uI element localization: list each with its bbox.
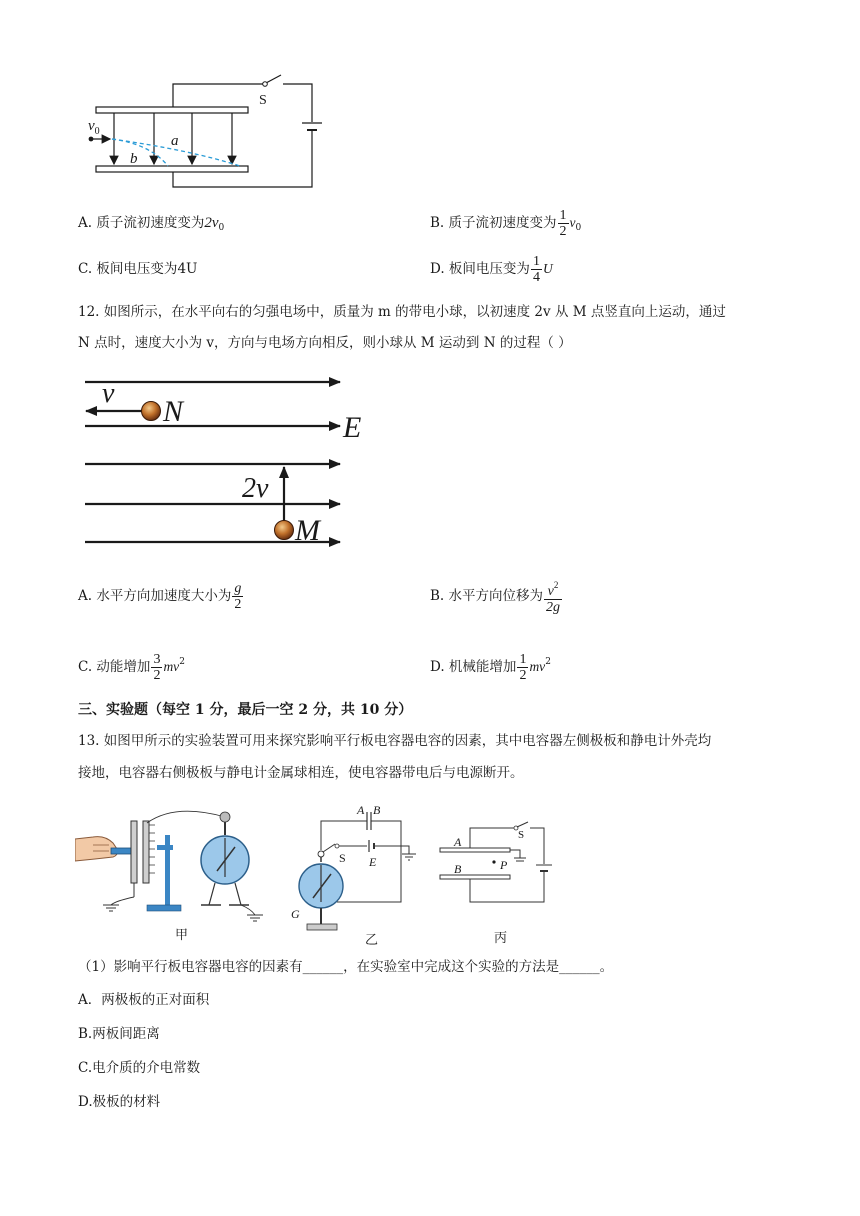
- figure-q13-bing: [436, 818, 561, 948]
- q11-option-a-text: A. 质子流初速度变为: [78, 215, 205, 231]
- fig12-label-n: N: [163, 395, 184, 428]
- q12-option-c-num: 3: [153, 652, 161, 667]
- fig13-label-bing: 丙: [494, 930, 508, 945]
- q11-option-d-den: 4: [532, 270, 540, 285]
- q12-option-b-num-sup: 2: [553, 580, 559, 590]
- fig11-label-v0: $v_0$: [88, 118, 100, 137]
- fig13-bing-label-p: P: [500, 858, 508, 872]
- q11-option-b-den: 2: [559, 224, 567, 239]
- q12-option-b-den: 2g: [546, 600, 561, 615]
- q13-sub1: （1）影响平行板电容器电容的因素有______，在实验室中完成这个实验的方法是______。: [78, 959, 614, 975]
- q11-option-c-text: C. 板间电压变为: [78, 261, 178, 277]
- q11-option-d: [430, 252, 553, 286]
- q11-option-b: [430, 206, 581, 245]
- fig12-label-m: M: [295, 514, 320, 547]
- q12-option-b-num: v: [547, 584, 554, 599]
- fig13-bing-label-s: S: [518, 829, 525, 841]
- q12-option-a-den: 2: [234, 597, 242, 612]
- fig13-yi-label-a: A: [357, 803, 365, 817]
- q11-option-d-num: 1: [532, 254, 540, 269]
- q11-option-b-sub: 0: [575, 223, 582, 233]
- q12-option-c-sup: 2: [179, 657, 185, 667]
- q11-option-d-text: D. 板间电压变为: [430, 261, 530, 277]
- fig13-label-yi: 乙: [365, 932, 379, 947]
- ball-n: [142, 402, 161, 421]
- q12-option-c: [78, 644, 185, 685]
- q12-option-a-text: A. 水平方向加速度大小为: [78, 588, 232, 604]
- q12-option-d-var: mv: [529, 659, 546, 674]
- q11-option-b-text: B. 质子流初速度变为: [430, 215, 557, 231]
- q12-option-c-var: mv: [163, 659, 180, 674]
- fig12-label-2v: 2v: [242, 473, 269, 504]
- fig13-bing-label-a: A: [454, 835, 462, 849]
- q13-option-a: A．两极板的正对面积: [78, 992, 210, 1008]
- q12-option-c-text: C. 动能增加: [78, 659, 151, 675]
- q11-option-a: [78, 213, 224, 238]
- q13-option-c: C.电介质的介电常数: [78, 1060, 201, 1076]
- section-3-title: 三、实验题（每空 1 分，最后一空 2 分，共 10 分）: [78, 702, 413, 718]
- fig13-bing-label-b: B: [454, 862, 462, 876]
- q11-option-c: [78, 259, 197, 279]
- q12-stem-line2: N 点时，速度大小为 v，方向与电场方向相反，则小球从 M 运动到 N 的过程（ ）: [78, 335, 572, 351]
- q11-option-b-var: v: [569, 215, 576, 230]
- fig11-label-a: a: [171, 133, 179, 149]
- q12-option-c-den: 2: [153, 668, 161, 683]
- q12-option-b: [430, 578, 563, 615]
- ball-m: [275, 521, 294, 540]
- q12-option-d-num: 1: [519, 652, 527, 667]
- q13-stem-line2: 接地，电容器右侧极板与静电计金属球相连，使电容器带电后与电源断开。: [78, 765, 524, 781]
- q11-option-c-value: 4U: [177, 261, 198, 277]
- fig11-label-s: S: [259, 93, 267, 108]
- q12-option-b-text: B. 水平方向位移为: [430, 588, 544, 604]
- figure-q13-jia: [75, 805, 285, 945]
- q11-option-b-num: 1: [559, 208, 567, 223]
- q12-stem-line1: 12. 如图所示，在水平向右的匀强电场中，质量为 m 的带电小球，以初速度 2v 从 M 点竖直向上运动，通过: [78, 304, 726, 320]
- q12-option-a: [78, 578, 244, 614]
- q12-option-d-text: D. 机械能增加: [430, 659, 517, 675]
- q12-option-a-num: g: [234, 581, 242, 596]
- fig13-label-jia: 甲: [175, 927, 189, 942]
- q13-option-b: B.两板间距离: [78, 1026, 160, 1042]
- q12-option-d-den: 2: [519, 668, 527, 683]
- fig12-label-e: E: [343, 411, 362, 444]
- q11-option-a-sub: 0: [218, 223, 225, 233]
- q11-option-d-var: U: [542, 261, 553, 276]
- fig13-yi-label-g: G: [291, 907, 300, 921]
- q12-option-d: [430, 644, 551, 685]
- q12-option-d-sup: 2: [545, 657, 551, 667]
- q13-stem-line1: 13. 如图甲所示的实验装置可用来探究影响平行板电容器电容的因素，其中电容器左侧极板和静电计外壳均: [78, 733, 712, 749]
- q13-option-d: D.极板的材料: [78, 1094, 161, 1110]
- q11-option-a-value: 2v: [204, 215, 219, 231]
- fig13-yi-label-e: E: [369, 855, 377, 869]
- fig13-yi-label-s: S: [339, 851, 346, 865]
- figure-q13-yi: [283, 800, 423, 948]
- fig12-label-v: v: [102, 378, 115, 409]
- figure-q11-capacitor: [80, 70, 330, 195]
- fig13-yi-label-b: B: [373, 803, 381, 817]
- fig11-label-b: b: [130, 151, 138, 167]
- figure-q12-field: [82, 364, 382, 554]
